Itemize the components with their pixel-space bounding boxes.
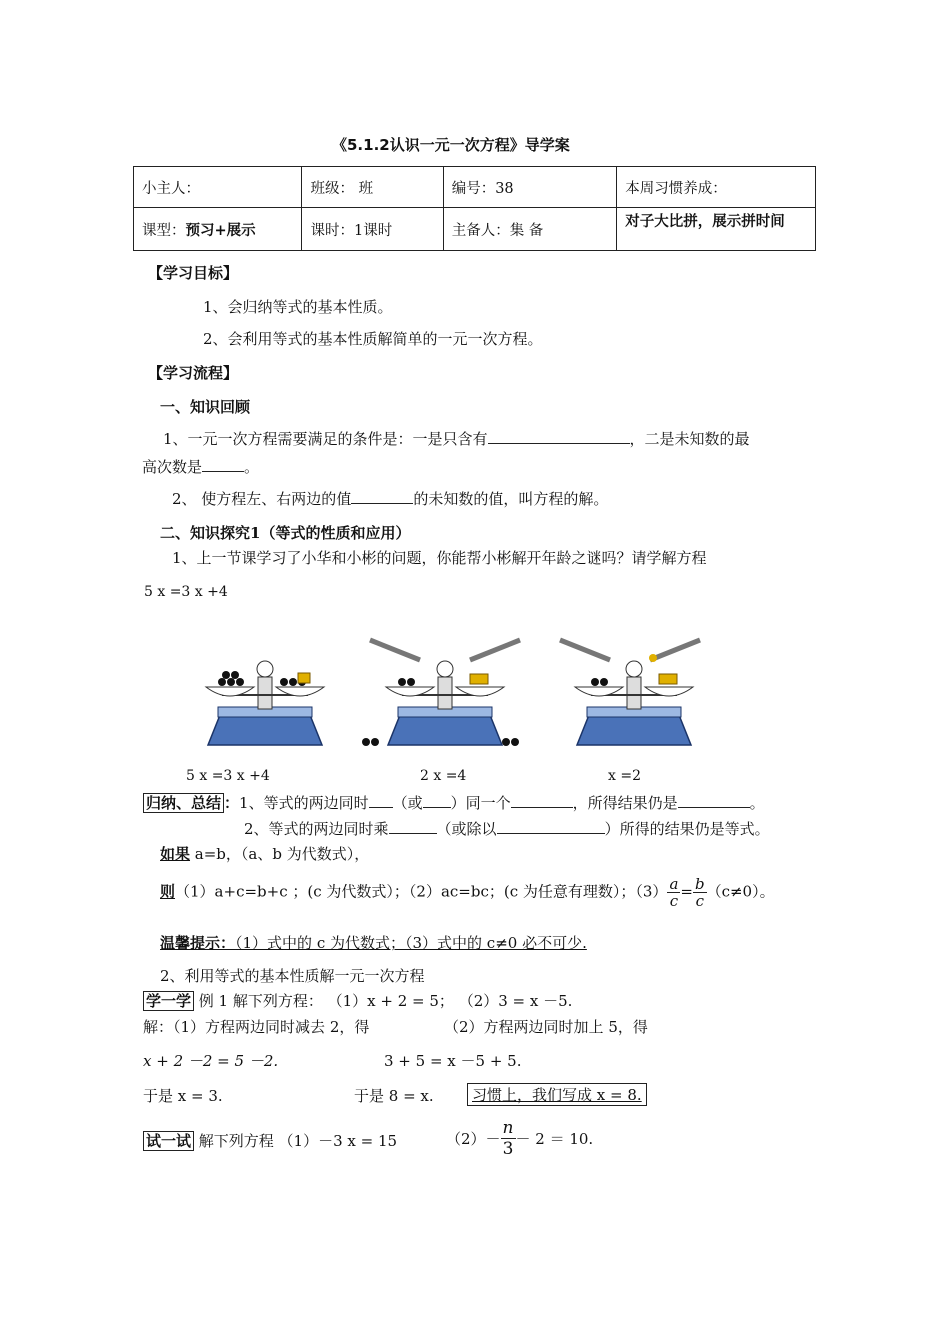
habit-label-cell: 本周习惯养成：	[617, 167, 816, 208]
solution-line-b: （2）方程两边同时加上 5，得	[444, 1018, 648, 1036]
answer-blank	[351, 489, 413, 504]
lesson-type-label: 课型：	[142, 222, 186, 239]
answer-blank	[497, 819, 605, 834]
result-a: 于是 x = 3.	[143, 1087, 223, 1105]
owner-cell: 小主人：	[134, 167, 302, 208]
process-heading: 【学习流程】	[148, 364, 239, 382]
learn-line: 学一学 例 1 解下列方程： （1）x + 2 = 5； （2）3 = x －5.	[143, 990, 572, 1011]
scale-label-2: 2 x =4	[420, 768, 467, 784]
review-question-1: 1、一元一次方程需要满足的条件是：一是只含有 ，二是未知数的最	[163, 430, 750, 448]
summary-line-2: 2、等式的两边同时乘 （或除以 ）所得的结果仍是等式。	[244, 820, 770, 838]
lesson-type-value: 预习+展示	[185, 221, 256, 239]
review-question-2: 2、 使方程左、右两边的值 的未知数的值，叫方程的解。	[172, 490, 609, 508]
answer-blank	[369, 793, 393, 808]
warm-tip: 温馨提示：（1）式中的 c 为代数式；（3）式中的 c≠0 必不可少.	[160, 934, 587, 952]
section-review-heading: 一、知识回顾	[160, 398, 251, 416]
section-explore-heading: 二、知识探究1（等式的性质和应用）	[160, 524, 411, 542]
balance-scale-2	[360, 632, 530, 752]
learn-tag: 学一学	[143, 991, 194, 1011]
page-title: 《5.1.2认识一元一次方程》导学案	[332, 136, 570, 154]
try-tag: 试一试	[143, 1131, 194, 1151]
step-a: x + 2 －2 = 5 －2.	[143, 1052, 279, 1070]
answer-blank	[511, 793, 573, 808]
balance-scale-1	[200, 655, 330, 750]
scale-label-1: 5 x =3 x +4	[186, 768, 270, 784]
answer-blank	[202, 457, 244, 472]
if-statement: 如果 a=b，（a、b 为代数式），	[160, 845, 370, 863]
if-label: 如果	[160, 845, 191, 863]
explore-question-1: 1、上一节课学习了小华和小彬的问题，你能帮小彬解开年龄之谜吗？请学解方程	[172, 549, 707, 567]
result-b: 于是 8 = x.	[354, 1087, 434, 1105]
habit-note: 习惯上，我们写成 x = 8.	[467, 1083, 647, 1106]
goal-item-2: 2、会利用等式的基本性质解简单的一元一次方程。	[203, 330, 543, 348]
part2-heading: 2、利用等式的基本性质解一元一次方程	[160, 967, 425, 985]
fraction-b-over-c: $\frac{b}{c}$	[694, 875, 705, 910]
goals-heading: 【学习目标】	[148, 264, 239, 282]
fraction-n-over-3: $\frac{n}{3}$	[502, 1118, 514, 1159]
try-line: 试一试 解下列方程 （1）－3 x = 15	[143, 1130, 397, 1151]
tip-label: 温馨提示：	[160, 934, 236, 952]
summary-line-1: 归纳、总结 ：1、等式的两边同时 （或 ）同一个 ，所得结果仍是 。	[143, 792, 765, 813]
step-b: 3 + 5 = x －5 + 5.	[384, 1052, 522, 1070]
lesson-type-cell	[134, 208, 302, 251]
balance-scale-3	[555, 632, 705, 752]
answer-blank	[423, 793, 451, 808]
then-statement: 则（1）a+c=b+c ；(c 为代数式）；（2）ac=bc；(c 为任意有理数）；（3） $\frac{a}{c}$ = $\frac{b}{c}$ （c≠0）。	[160, 875, 775, 910]
header-table	[133, 166, 816, 251]
then-label: 则	[160, 882, 176, 901]
fraction-a-over-c: $\frac{a}{c}$	[669, 875, 679, 910]
scale-label-3: x =2	[608, 768, 641, 784]
review-question-1-cont: 高次数是 。	[142, 458, 260, 476]
answer-blank	[678, 793, 750, 808]
explore-equation: 5 x =3 x +4	[144, 584, 228, 600]
period-cell: 课时：1课时	[302, 208, 443, 251]
summary-tag: 归纳、总结	[143, 793, 224, 813]
answer-blank	[488, 429, 630, 444]
habit-value-cell: 对子大比拼，展示拼时间	[617, 208, 816, 251]
solution-line-a: 解：（1）方程两边同时减去 2，得	[143, 1018, 370, 1036]
goal-item-1: 1、会归纳等式的基本性质。	[203, 298, 393, 316]
try-equation-2: （2）－ $\frac{n}{3}$ － 2 ＝ 10.	[446, 1118, 594, 1159]
class-cell: 班级： 班	[302, 167, 443, 208]
preparer-cell: 主备人：集 备	[443, 208, 617, 251]
number-cell: 编号：38	[443, 167, 617, 208]
answer-blank	[389, 819, 437, 834]
